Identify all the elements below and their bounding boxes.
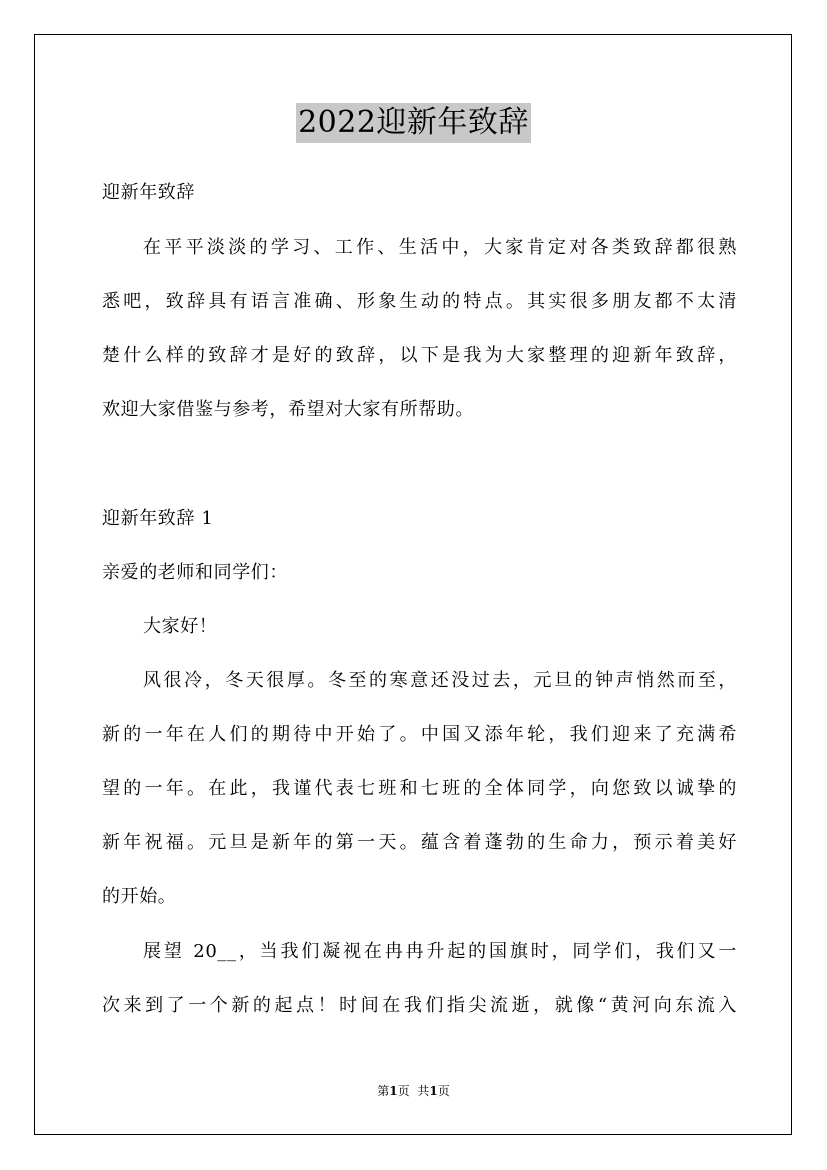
paragraph-line: 欢迎大家借鉴与参考，希望对大家有所帮助。 xyxy=(102,399,474,420)
paragraph-line: 在平平淡淡的学习、工作、生活中，大家肯定对各类致辞都很熟 xyxy=(143,237,737,258)
paragraph-line: 望的一年。在此，我谨代表七班和七班的全体同学，向您致以诚挚的 xyxy=(102,778,737,799)
section-heading: 迎新年致辞 xyxy=(102,182,195,203)
total-pages: 1 xyxy=(429,1084,438,1098)
page-suffix: 页 xyxy=(397,1084,410,1098)
paragraph-line: 风很冷，冬天很厚。冬至的寒意还没过去，元旦的钟声悄然而至， xyxy=(143,670,737,691)
total-suffix: 页 xyxy=(437,1084,450,1098)
section-heading: 迎新年致辞 1 xyxy=(102,508,214,529)
page-prefix: 第 xyxy=(377,1084,390,1098)
page-footer xyxy=(0,1083,827,1099)
paragraph-line: 新的一年在人们的期待中开始了。中国又添年轮，我们迎来了充满希 xyxy=(102,724,737,745)
title-container xyxy=(0,103,827,143)
page-number: 1 xyxy=(389,1084,398,1098)
salutation: 亲爱的老师和同学们： xyxy=(102,562,288,583)
paragraph-line: 展望 20__，当我们凝视在冉冉升起的国旗时，同学们，我们又一 xyxy=(143,941,737,962)
document-title: 2022迎新年致辞 xyxy=(296,103,531,143)
greeting: 大家好！ xyxy=(143,616,218,637)
paragraph-line: 悉吧，致辞具有语言准确、形象生动的特点。其实很多朋友都不太清 xyxy=(102,291,737,312)
total-prefix: 共 xyxy=(417,1084,430,1098)
paragraph-line: 的开始。 xyxy=(102,886,177,907)
paragraph-line: 次来到了一个新的起点！时间在我们指尖流逝，就像“黄河向东流入 xyxy=(102,995,737,1016)
paragraph-line: 楚什么样的致辞才是好的致辞，以下是我为大家整理的迎新年致辞， xyxy=(102,345,737,366)
paragraph-line: 新年祝福。元旦是新年的第一天。蕴含着蓬勃的生命力，预示着美好 xyxy=(102,832,737,853)
